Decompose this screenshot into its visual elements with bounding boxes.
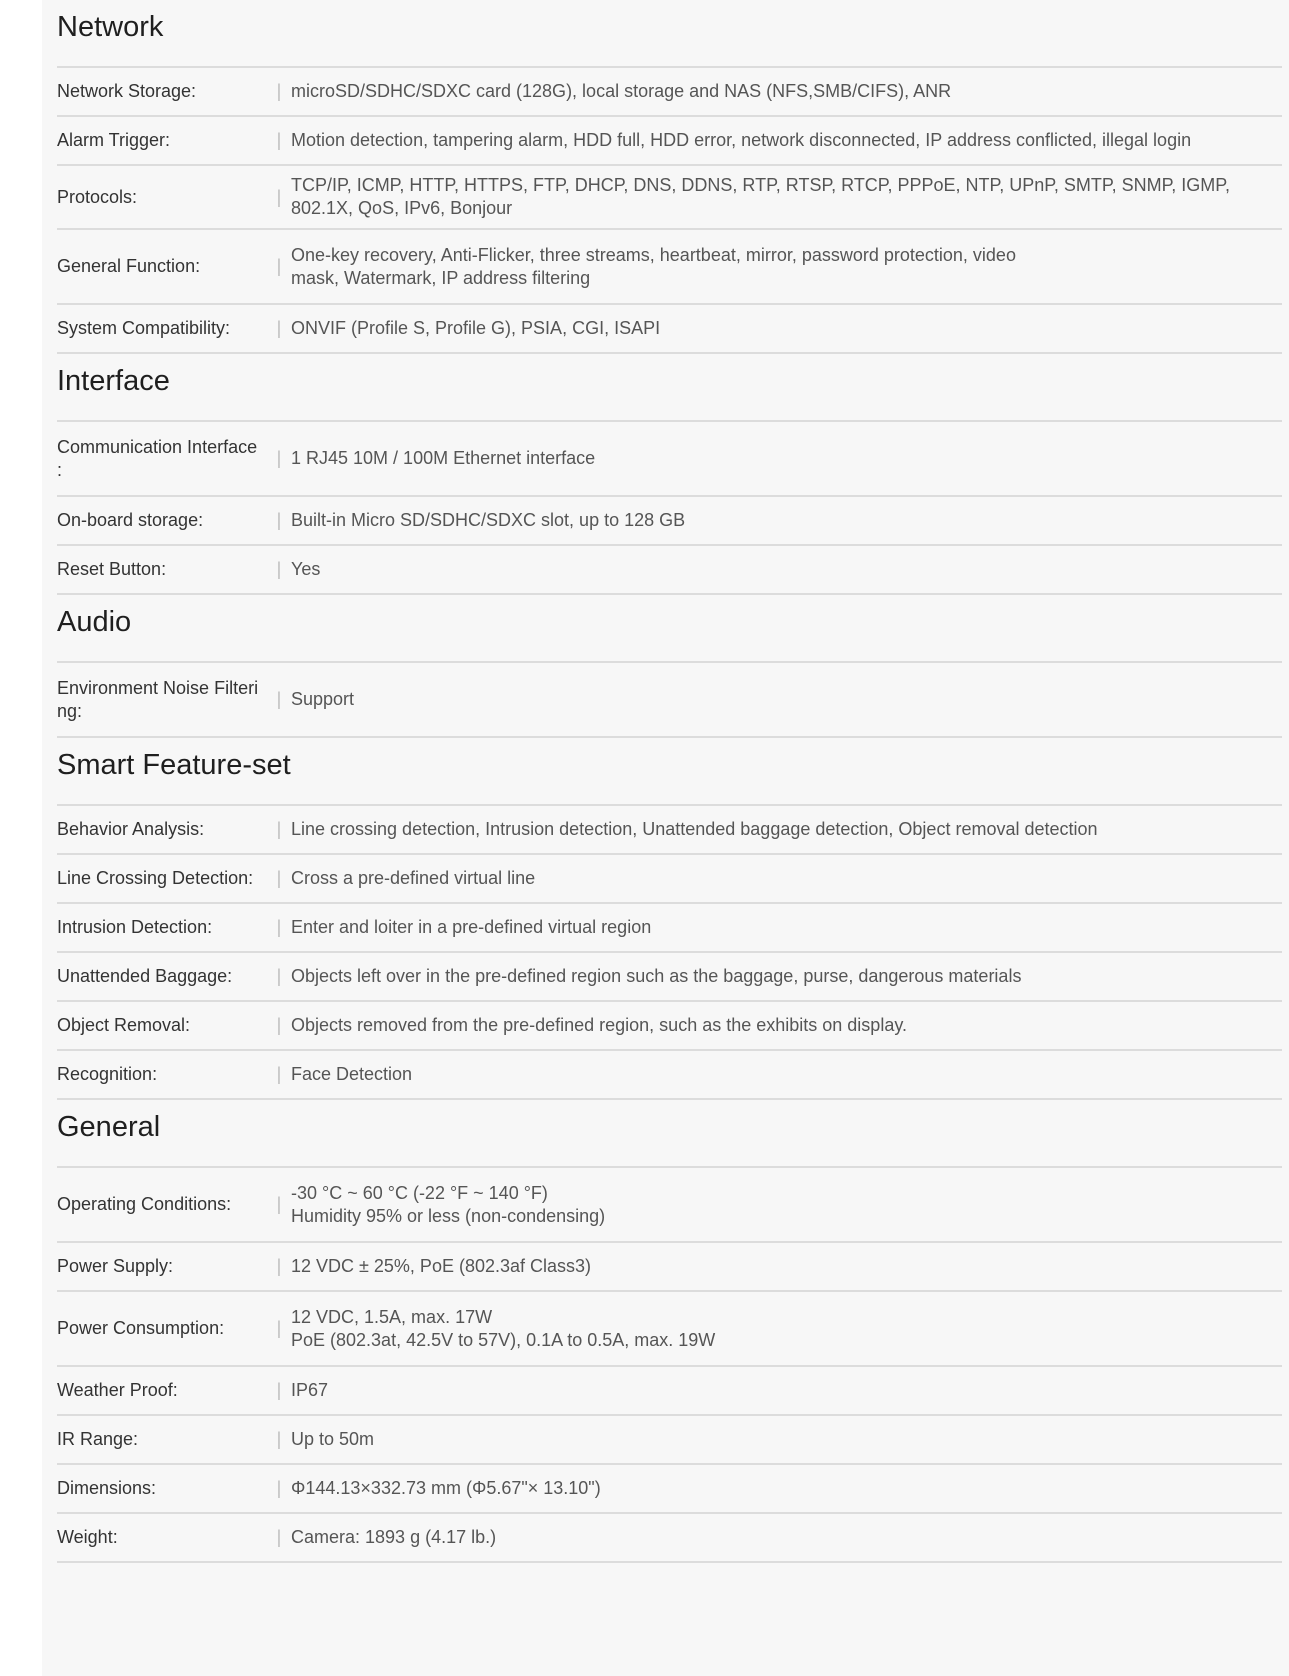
section-title: Network	[57, 0, 1282, 68]
spec-label: Environment Noise Filtering:	[57, 677, 259, 721]
spec-value	[291, 80, 1282, 103]
spec-value-line: Cross a pre-defined virtual line	[291, 868, 536, 888]
column-separator: |	[276, 81, 282, 101]
spec-label: IR Range:	[57, 1429, 139, 1449]
column-separator: |	[276, 318, 282, 338]
spec-value-line: 12 VDC, 1.5A, max. 17W	[291, 1306, 493, 1327]
spec-label: Reset Button:	[57, 559, 167, 579]
spec-label: Weather Proof:	[57, 1380, 178, 1400]
spec-value	[291, 129, 1282, 152]
spec-value	[291, 1182, 1282, 1228]
column-separator: |	[276, 917, 282, 937]
spec-row	[57, 1367, 1282, 1416]
spec-row	[57, 953, 1282, 1002]
spec-value	[291, 965, 1282, 988]
column-separator: |	[276, 130, 282, 150]
spec-value-line: 1 RJ45 10M / 100M Ethernet interface	[291, 448, 596, 468]
spec-row	[57, 1002, 1282, 1051]
spec-value	[291, 688, 1282, 711]
spec-value-line: Objects removed from the pre-defined region, such as the exhibits on display.	[291, 1015, 907, 1035]
spec-value-line: mask, Watermark, IP address filtering	[291, 267, 591, 288]
spec-label: Alarm Trigger:	[57, 130, 171, 150]
spec-label: General Function:	[57, 256, 201, 276]
spec-value-line: IP67	[291, 1380, 329, 1400]
spec-value	[291, 317, 1282, 340]
spec-label: Unattended Baggage:	[57, 966, 233, 986]
section-audio	[42, 595, 1282, 738]
column-separator: |	[276, 819, 282, 839]
spec-label: Power Supply:	[57, 1256, 174, 1276]
spec-value-line: Face Detection	[291, 1064, 413, 1084]
spec-value	[291, 1014, 1282, 1037]
spec-row	[57, 1292, 1282, 1367]
spec-label: Network Storage:	[57, 81, 197, 101]
column-separator: |	[276, 966, 282, 986]
spec-value-line: Objects left over in the pre-defined region such as the baggage, purse, dangerous materials	[291, 966, 1022, 986]
spec-label: System Compatibility:	[57, 318, 231, 338]
spec-row	[57, 1168, 1282, 1243]
spec-value-line: Motion detection, tampering alarm, HDD full, HDD error, network disconnected, IP address conflicted, illegal login	[291, 130, 1192, 150]
column-separator: |	[276, 1064, 282, 1084]
spec-label: Operating Conditions:	[57, 1194, 232, 1214]
spec-value	[291, 558, 1282, 581]
spec-value-line: Built-in Micro SD/SDHC/SDXC slot, up to 128 GB	[291, 510, 686, 530]
spec-row	[57, 1243, 1282, 1292]
spec-value	[291, 818, 1282, 841]
spec-value	[291, 447, 1282, 470]
column-separator: |	[276, 559, 282, 579]
spec-value	[291, 244, 1282, 290]
column-separator: |	[276, 510, 282, 530]
spec-row	[57, 166, 1282, 230]
section-title: Interface	[57, 354, 1282, 422]
spec-label: Object Removal:	[57, 1015, 191, 1035]
section-general	[42, 1100, 1282, 1563]
section-network	[42, 0, 1282, 354]
spec-value-line: PoE (802.3at, 42.5V to 57V), 0.1A to 0.5A, max. 19W	[291, 1329, 716, 1350]
spec-value	[291, 1306, 1282, 1352]
spec-value-line: ONVIF (Profile S, Profile G), PSIA, CGI, ISAPI	[291, 318, 661, 338]
spec-label: Protocols:	[57, 186, 138, 207]
spec-value	[291, 1379, 1282, 1402]
spec-value-line: microSD/SDHC/SDXC card (128G), local storage and NAS (NFS,SMB/CIFS), ANR	[291, 81, 952, 101]
spec-row	[57, 546, 1282, 595]
spec-value-line: Humidity 95% or less (non-condensing)	[291, 1205, 606, 1226]
spec-row	[57, 230, 1282, 305]
column-separator: |	[276, 868, 282, 888]
section-interface	[42, 354, 1282, 595]
spec-label: Behavior Analysis:	[57, 819, 205, 839]
column-separator: |	[276, 1527, 282, 1547]
spec-panel	[42, 0, 1289, 1676]
section-smart-feature-set	[42, 738, 1282, 1100]
spec-label: Dimensions:	[57, 1478, 157, 1498]
spec-value	[291, 1063, 1282, 1086]
spec-label: On-board storage:	[57, 510, 204, 530]
spec-label: Line Crossing Detection:	[57, 868, 254, 888]
spec-label: Intrusion Detection:	[57, 917, 213, 937]
spec-value	[291, 509, 1282, 532]
spec-value	[291, 867, 1282, 890]
spec-value-line: Φ144.13×332.73 mm (Φ5.67"× 13.10")	[291, 1478, 601, 1498]
spec-value-line: Camera: 1893 g (4.17 lb.)	[291, 1527, 497, 1547]
column-separator: |	[276, 1429, 282, 1449]
spec-value-line: Enter and loiter in a pre-defined virtual region	[291, 917, 652, 937]
spec-value-line: -30 °C ~ 60 °C (-22 °F ~ 140 °F)	[291, 1182, 548, 1203]
spec-row	[57, 904, 1282, 953]
spec-row	[57, 855, 1282, 904]
spec-value	[291, 174, 1282, 220]
spec-label: Recognition:	[57, 1064, 158, 1084]
spec-row	[57, 1465, 1282, 1514]
spec-value-line: TCP/IP, ICMP, HTTP, HTTPS, FTP, DHCP, DNS, DDNS, RTP, RTSP, RTCP, PPPoE, NTP, UPnP, SMTP, SNMP, IGMP, 802.1X, QoS, IPv6, Bonjour	[291, 175, 1230, 218]
column-separator: |	[276, 1015, 282, 1035]
spec-value-line: Yes	[291, 559, 321, 579]
spec-value	[291, 1255, 1282, 1278]
spec-row	[57, 1051, 1282, 1100]
spec-row	[57, 1514, 1282, 1563]
column-separator: |	[276, 186, 282, 207]
spec-row	[57, 68, 1282, 117]
spec-value	[291, 1477, 1282, 1500]
spec-row	[57, 806, 1282, 855]
column-separator: |	[276, 1478, 282, 1498]
spec-row	[57, 117, 1282, 166]
column-separator: |	[276, 1380, 282, 1400]
spec-label: Communication Interface :	[57, 436, 258, 480]
spec-value-line: 12 VDC ± 25%, PoE (802.3af Class3)	[291, 1256, 592, 1276]
spec-row	[57, 663, 1282, 738]
spec-value-line: Line crossing detection, Intrusion detection, Unattended baggage detection, Object removal detection	[291, 819, 1098, 839]
column-separator: |	[276, 1256, 282, 1276]
column-separator: |	[276, 448, 282, 468]
spec-value-line: Support	[291, 689, 355, 709]
spec-value	[291, 916, 1282, 939]
section-title: General	[57, 1100, 1282, 1168]
spec-value	[291, 1428, 1282, 1451]
spec-value-line: One-key recovery, Anti-Flicker, three streams, heartbeat, mirror, password protection, video	[291, 244, 1016, 265]
spec-value-line: Up to 50m	[291, 1429, 375, 1449]
spec-row	[57, 305, 1282, 354]
spec-label: Weight:	[57, 1527, 118, 1547]
column-separator: |	[276, 256, 282, 276]
section-title: Audio	[57, 595, 1282, 663]
section-title: Smart Feature-set	[57, 738, 1282, 806]
spec-row	[57, 497, 1282, 546]
spec-value	[291, 1526, 1282, 1549]
spec-label: Power Consumption:	[57, 1318, 225, 1338]
column-separator: |	[276, 1194, 282, 1214]
spec-row	[57, 422, 1282, 497]
spec-row	[57, 1416, 1282, 1465]
column-separator: |	[276, 689, 282, 709]
column-separator: |	[276, 1318, 282, 1338]
